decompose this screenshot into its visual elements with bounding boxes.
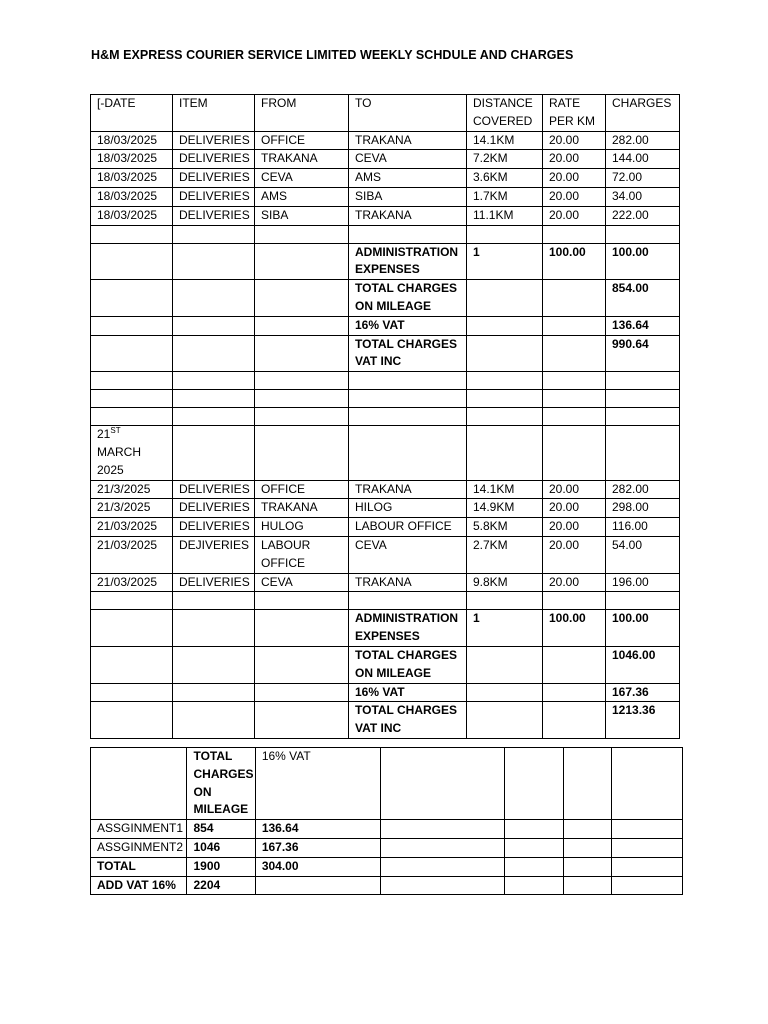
delivery-cell: DELIVERIES (173, 169, 255, 188)
delivery-cell: 54.00 (606, 536, 680, 573)
vat-inc-label: TOTAL CHARGES VAT INC (349, 702, 467, 739)
empty-cell (349, 390, 467, 408)
empty-cell (467, 592, 543, 610)
schedule-table (90, 94, 680, 739)
delivery-cell: 21/3/2025 (91, 480, 173, 499)
empty-cell (467, 390, 543, 408)
admin-expenses-row (91, 243, 680, 280)
empty-cell (173, 225, 255, 243)
empty-cell (543, 426, 606, 480)
delivery-cell: 18/03/2025 (91, 206, 173, 225)
empty-cell (255, 390, 349, 408)
summary-row (91, 876, 683, 895)
delivery-cell: 21/3/2025 (91, 499, 173, 518)
summary-row (91, 820, 683, 839)
empty-cell (505, 820, 564, 839)
admin-expenses-label: ADMINISTRATION EXPENSES (349, 610, 467, 647)
delivery-cell: OFFICE (255, 480, 349, 499)
empty-cell (543, 280, 606, 317)
admin-expenses-label: ADMINISTRATION EXPENSES (349, 243, 467, 280)
document-title: H&M EXPRESS COURIER SERVICE LIMITED WEEKLY SCHDULE AND CHARGES (91, 48, 574, 62)
empty-cell (543, 408, 606, 426)
delivery-row (91, 206, 680, 225)
empty-cell (505, 876, 564, 895)
empty-cell (173, 646, 255, 683)
empty-cell (255, 372, 349, 390)
empty-row (91, 390, 680, 408)
admin-expenses-row (91, 610, 680, 647)
column-header: CHARGES (606, 95, 680, 132)
delivery-cell: HILOG (349, 499, 467, 518)
empty-cell (606, 592, 680, 610)
vat-inc-label: TOTAL CHARGES VAT INC (349, 335, 467, 372)
summary-vat-value: 304.00 (255, 857, 381, 876)
empty-cell (91, 702, 173, 739)
date-day: 21 (97, 427, 111, 442)
empty-cell (505, 748, 564, 820)
empty-cell (173, 426, 255, 480)
delivery-cell: DELIVERIES (173, 187, 255, 206)
delivery-cell: DEJIVERIES (173, 536, 255, 573)
delivery-row (91, 536, 680, 573)
delivery-cell: 14.9KM (467, 499, 543, 518)
delivery-cell: 2.7KM (467, 536, 543, 573)
column-header: ITEM (173, 95, 255, 132)
delivery-row (91, 518, 680, 537)
empty-cell (349, 225, 467, 243)
delivery-cell: TRAKANA (349, 206, 467, 225)
empty-cell (611, 820, 682, 839)
delivery-cell: 20.00 (543, 573, 606, 592)
mileage-total-value: 1046.00 (606, 646, 680, 683)
delivery-cell: 14.1KM (467, 131, 543, 150)
summary-row-label: TOTAL (91, 857, 187, 876)
empty-cell (564, 857, 611, 876)
header-row (91, 95, 680, 132)
delivery-cell: 298.00 (606, 499, 680, 518)
empty-cell (173, 408, 255, 426)
delivery-cell: AMS (349, 169, 467, 188)
delivery-cell: CEVA (255, 169, 349, 188)
empty-cell (564, 748, 611, 820)
date-heading-row (91, 426, 680, 480)
empty-cell (349, 592, 467, 610)
empty-cell (606, 426, 680, 480)
delivery-cell: 20.00 (543, 150, 606, 169)
empty-cell (606, 372, 680, 390)
summary-mileage-value: 1900 (187, 857, 255, 876)
mileage-total-row (91, 280, 680, 317)
vat-inc-value: 1213.36 (606, 702, 680, 739)
vat-row (91, 683, 680, 702)
empty-cell (91, 610, 173, 647)
empty-cell (91, 390, 173, 408)
delivery-cell: 20.00 (543, 480, 606, 499)
delivery-cell: HULOG (255, 518, 349, 537)
summary-row (91, 838, 683, 857)
empty-cell (611, 838, 682, 857)
empty-cell (173, 280, 255, 317)
empty-cell (467, 426, 543, 480)
summary-vat-value: 136.64 (255, 820, 381, 839)
delivery-cell: DELIVERIES (173, 480, 255, 499)
empty-cell (543, 702, 606, 739)
delivery-cell: 144.00 (606, 150, 680, 169)
empty-cell (564, 838, 611, 857)
date-month: MARCH (97, 444, 141, 459)
empty-cell (173, 372, 255, 390)
empty-cell (543, 372, 606, 390)
empty-cell (173, 316, 255, 335)
delivery-row (91, 187, 680, 206)
empty-cell (467, 316, 543, 335)
summary-row-label: ASSGINMENT1 (91, 820, 187, 839)
empty-cell (255, 280, 349, 317)
empty-cell (173, 683, 255, 702)
empty-cell (543, 592, 606, 610)
empty-cell (349, 408, 467, 426)
empty-cell (91, 280, 173, 317)
column-header: TO (349, 95, 467, 132)
empty-cell (611, 876, 682, 895)
delivery-cell: 21/03/2025 (91, 518, 173, 537)
delivery-cell: 196.00 (606, 573, 680, 592)
column-header: RATE PER KM (543, 95, 606, 132)
mileage-total-label: TOTAL CHARGES ON MILEAGE (349, 646, 467, 683)
delivery-cell: DELIVERIES (173, 131, 255, 150)
delivery-cell: 9.8KM (467, 573, 543, 592)
summary-row (91, 857, 683, 876)
empty-cell (381, 838, 505, 857)
delivery-cell: 20.00 (543, 206, 606, 225)
empty-cell (606, 390, 680, 408)
empty-cell (255, 243, 349, 280)
delivery-cell: TRAKANA (255, 499, 349, 518)
delivery-cell: AMS (255, 187, 349, 206)
empty-cell (564, 876, 611, 895)
summary-table (90, 747, 683, 895)
empty-cell (467, 280, 543, 317)
delivery-row (91, 480, 680, 499)
mileage-total-value: 854.00 (606, 280, 680, 317)
empty-cell (255, 408, 349, 426)
delivery-row (91, 131, 680, 150)
delivery-cell: DELIVERIES (173, 518, 255, 537)
summary-header-row (91, 748, 683, 820)
summary-vat-value: 167.36 (255, 838, 381, 857)
delivery-cell: 5.8KM (467, 518, 543, 537)
delivery-cell: 116.00 (606, 518, 680, 537)
vat-inc-value: 990.64 (606, 335, 680, 372)
delivery-cell: 18/03/2025 (91, 169, 173, 188)
admin-qty: 1 (467, 243, 543, 280)
empty-cell (611, 748, 682, 820)
summary-column-header (91, 748, 187, 820)
empty-cell (91, 646, 173, 683)
summary-mileage-value: 2204 (187, 876, 255, 895)
column-header: FROM (255, 95, 349, 132)
summary-column-header: 16% VAT (255, 748, 381, 820)
delivery-cell: 282.00 (606, 480, 680, 499)
delivery-cell: OFFICE (255, 131, 349, 150)
vat-label: 16% VAT (349, 316, 467, 335)
vat-inc-row (91, 702, 680, 739)
empty-cell (606, 408, 680, 426)
empty-cell (381, 748, 505, 820)
delivery-cell: LABOUR OFFICE (349, 518, 467, 537)
delivery-cell: TRAKANA (349, 131, 467, 150)
admin-charge: 100.00 (606, 243, 680, 280)
summary-column-header: TOTAL CHARGES ON MILEAGE (187, 748, 255, 820)
empty-cell (255, 592, 349, 610)
empty-cell (467, 683, 543, 702)
date-year: 2025 (97, 462, 124, 477)
empty-cell (173, 243, 255, 280)
vat-row (91, 316, 680, 335)
empty-cell (91, 683, 173, 702)
delivery-cell: 21/03/2025 (91, 536, 173, 573)
vat-value: 136.64 (606, 316, 680, 335)
empty-cell (255, 683, 349, 702)
delivery-cell: CEVA (255, 573, 349, 592)
admin-rate: 100.00 (543, 610, 606, 647)
empty-cell (611, 857, 682, 876)
empty-cell (543, 225, 606, 243)
empty-cell (255, 646, 349, 683)
delivery-cell: 1.7KM (467, 187, 543, 206)
empty-cell (467, 372, 543, 390)
delivery-cell: DELIVERIES (173, 499, 255, 518)
summary-mileage-value: 1046 (187, 838, 255, 857)
delivery-cell: 18/03/2025 (91, 150, 173, 169)
empty-cell (467, 646, 543, 683)
empty-cell (543, 683, 606, 702)
column-header: DISTANCE COVERED (467, 95, 543, 132)
empty-cell (173, 390, 255, 408)
admin-charge: 100.00 (606, 610, 680, 647)
empty-cell (91, 372, 173, 390)
empty-cell (255, 426, 349, 480)
delivery-cell: 282.00 (606, 131, 680, 150)
empty-cell (505, 838, 564, 857)
empty-cell (467, 335, 543, 372)
delivery-cell: DELIVERIES (173, 150, 255, 169)
empty-cell (349, 426, 467, 480)
summary-vat-value (255, 876, 381, 895)
empty-cell (91, 592, 173, 610)
empty-cell (349, 372, 467, 390)
admin-rate: 100.00 (543, 243, 606, 280)
empty-cell (91, 225, 173, 243)
empty-cell (255, 225, 349, 243)
empty-cell (173, 592, 255, 610)
summary-row-label: ADD VAT 16% (91, 876, 187, 895)
empty-cell (543, 390, 606, 408)
delivery-cell: 18/03/2025 (91, 187, 173, 206)
empty-cell (606, 225, 680, 243)
delivery-cell: DELIVERIES (173, 573, 255, 592)
delivery-cell: 3.6KM (467, 169, 543, 188)
delivery-cell: 20.00 (543, 536, 606, 573)
delivery-row (91, 499, 680, 518)
delivery-cell: 20.00 (543, 169, 606, 188)
empty-cell (467, 225, 543, 243)
empty-cell (255, 702, 349, 739)
delivery-row (91, 573, 680, 592)
admin-qty: 1 (467, 610, 543, 647)
empty-row (91, 408, 680, 426)
empty-row (91, 225, 680, 243)
delivery-cell: TRAKANA (349, 480, 467, 499)
delivery-cell: DELIVERIES (173, 206, 255, 225)
delivery-cell: 7.2KM (467, 150, 543, 169)
empty-row (91, 372, 680, 390)
empty-cell (91, 316, 173, 335)
delivery-cell: 20.00 (543, 518, 606, 537)
delivery-cell: 20.00 (543, 131, 606, 150)
delivery-cell: SIBA (255, 206, 349, 225)
delivery-row (91, 150, 680, 169)
empty-cell (91, 335, 173, 372)
empty-cell (543, 646, 606, 683)
delivery-cell: SIBA (349, 187, 467, 206)
delivery-cell: 222.00 (606, 206, 680, 225)
empty-cell (381, 820, 505, 839)
summary-row-label: ASSGINMENT2 (91, 838, 187, 857)
delivery-cell: 72.00 (606, 169, 680, 188)
empty-cell (543, 316, 606, 335)
delivery-cell: CEVA (349, 150, 467, 169)
delivery-cell: 18/03/2025 (91, 131, 173, 150)
empty-cell (564, 820, 611, 839)
empty-cell (255, 316, 349, 335)
date-suffix: ST (110, 426, 121, 436)
vat-label: 16% VAT (349, 683, 467, 702)
delivery-row (91, 169, 680, 188)
column-header: [-DATE (91, 95, 173, 132)
delivery-cell: 34.00 (606, 187, 680, 206)
empty-cell (91, 243, 173, 280)
delivery-cell: 21/03/2025 (91, 573, 173, 592)
empty-cell (381, 876, 505, 895)
empty-cell (467, 408, 543, 426)
delivery-cell: CEVA (349, 536, 467, 573)
vat-value: 167.36 (606, 683, 680, 702)
mileage-total-row (91, 646, 680, 683)
empty-cell (255, 335, 349, 372)
empty-row (91, 592, 680, 610)
empty-cell (467, 702, 543, 739)
delivery-cell: 20.00 (543, 187, 606, 206)
delivery-cell: TRAKANA (349, 573, 467, 592)
empty-cell (173, 335, 255, 372)
summary-mileage-value: 854 (187, 820, 255, 839)
delivery-cell: 20.00 (543, 499, 606, 518)
empty-cell (173, 610, 255, 647)
delivery-cell: 14.1KM (467, 480, 543, 499)
empty-cell (505, 857, 564, 876)
empty-cell (543, 335, 606, 372)
delivery-cell: TRAKANA (255, 150, 349, 169)
empty-cell (173, 702, 255, 739)
vat-inc-row (91, 335, 680, 372)
empty-cell (381, 857, 505, 876)
delivery-cell: LABOUR OFFICE (255, 536, 349, 573)
mileage-total-label: TOTAL CHARGES ON MILEAGE (349, 280, 467, 317)
delivery-cell: 11.1KM (467, 206, 543, 225)
empty-cell (255, 610, 349, 647)
date-heading (91, 426, 173, 480)
empty-cell (91, 408, 173, 426)
